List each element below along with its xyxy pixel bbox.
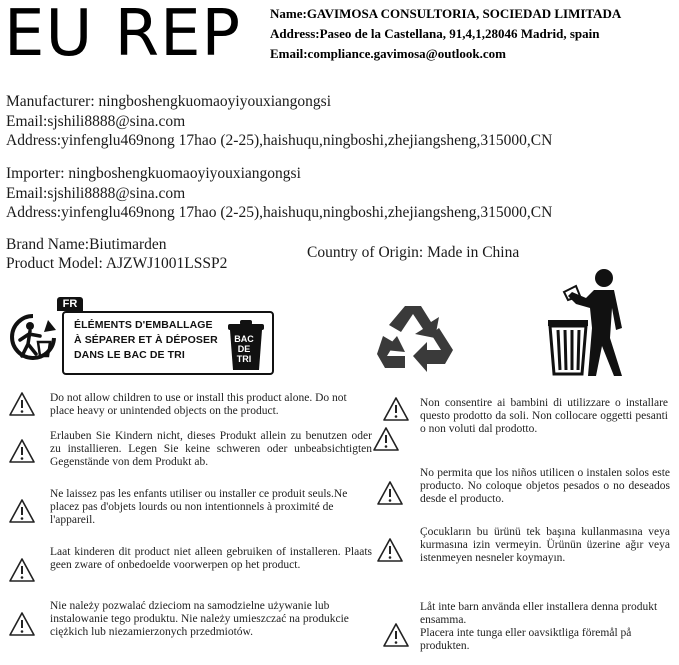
warning-pl: Nie należy pozwalać dzieciom na samodzielne używanie lub instalowanie tego produktu. Nie należy umieszczać na produkcie ciężkich lub niezamierzonych przedmiotów. [50, 600, 349, 638]
warning-de: Erlauben Sie Kindern nicht, dieses Produkt allein zu benutzen oder zu installieren. Legen Sie keine schweren oder unbeabsichtigten Gegenstände von dem Produkt ab. [50, 430, 372, 468]
warning-icon [8, 498, 36, 524]
importer-email: Email:sjshili8888@sina.com [6, 184, 186, 202]
manufacturer-block [6, 92, 552, 151]
warning-es: No permita que los niños utilicen o instalen solos este producto. No coloque objetos pesados o no deseados desde el producto. [420, 467, 670, 505]
warning-icon [376, 480, 404, 506]
warning-fr: Ne laissez pas les enfants utiliser ou installer ce produit seuls.Ne placez pas d'objets lourds ou non intentionnels à proximité de l'appareil. [50, 488, 348, 526]
eu-rep-address: Address:Paseo de la Castellana, 91,4,1,28046 Madrid, spain [270, 26, 600, 41]
brand-name: Brand Name:Biutimarden [6, 236, 167, 253]
importer-address: Address:yinfenglu469nong 17hao (2-25),haishuqu,ningboshi,zhejiangsheng,315000,CN [6, 204, 553, 221]
warning-sv [420, 601, 672, 653]
warning-sv-line2: Placera inte tunga eller oavsiktliga föremål på produkten. [420, 627, 632, 652]
info-tri-line1: ÉLÉMENTS D'EMBALLAGE [74, 319, 213, 331]
tidyman-icon [540, 268, 632, 378]
warning-tr: Çocukların bu ürünü tek başına kullanmasına veya kurmasına izin vermeyin. Ürünün üzerine ağır veya istenmeyen nesneler koymayın. [420, 526, 670, 564]
warning-icon [8, 438, 36, 464]
info-tri-text [74, 318, 224, 363]
recycle-icon [375, 298, 457, 378]
info-tri-line3: DANS LE BAC DE TRI [74, 349, 185, 361]
sorting-bin-label: BAC DE TRI [234, 334, 254, 364]
brand-block [6, 235, 227, 273]
warning-icon [8, 391, 36, 417]
triman-icon [8, 312, 58, 364]
warning-sv-line1: Låt inte barn använda eller installera denna produkt ensamma. [420, 601, 658, 626]
eu-rep-title: EU REP [4, 0, 242, 71]
product-model: Product Model: AJZWJ1001LSSP2 [6, 255, 228, 272]
warning-icon [8, 611, 36, 637]
manufacturer-email: Email:sjshili8888@sina.com [6, 112, 186, 130]
info-tri-line2: À SÉPARER ET À DÉPOSER [74, 334, 218, 346]
warning-it: Non consentire ai bambini di utilizzare o installare questo prodotto da soli. Non collocare oggetti pesanti o non voluti dal prodotto. [420, 397, 668, 435]
fr-tab: FR [57, 297, 83, 311]
manufacturer-name: Manufacturer: ningboshengkuomaoyiyouxiangongsi [6, 93, 332, 110]
warning-icon [8, 557, 36, 583]
importer-name: Importer: ningboshengkuomaoyiyouxiangongsi [6, 165, 301, 182]
warning-icon [382, 396, 410, 422]
manufacturer-address: Address:yinfenglu469nong 17hao (2-25),haishuqu,ningboshi,zhejiangsheng,315000,CN [6, 132, 553, 149]
warning-icon [376, 537, 404, 563]
country-of-origin: Country of Origin: Made in China [307, 244, 520, 261]
warning-nl: Laat kinderen dit product niet alleen gebruiken of installeren. Plaats geen zware of onbedoelde voorwerpen op het product. [50, 546, 372, 571]
warning-en: Do not allow children to use or install this product alone. Do not place heavy or unintended objects on the product. [50, 392, 347, 417]
warning-icon [372, 426, 400, 452]
warning-icon [382, 622, 410, 648]
eu-rep-email: Email:compliance.gavimosa@outlook.com [270, 46, 506, 61]
eu-rep-name: Name:GAVIMOSA CONSULTORIA, SOCIEDAD LIMITADA [270, 6, 622, 21]
eu-rep-info [270, 4, 621, 64]
importer-block [6, 164, 552, 223]
